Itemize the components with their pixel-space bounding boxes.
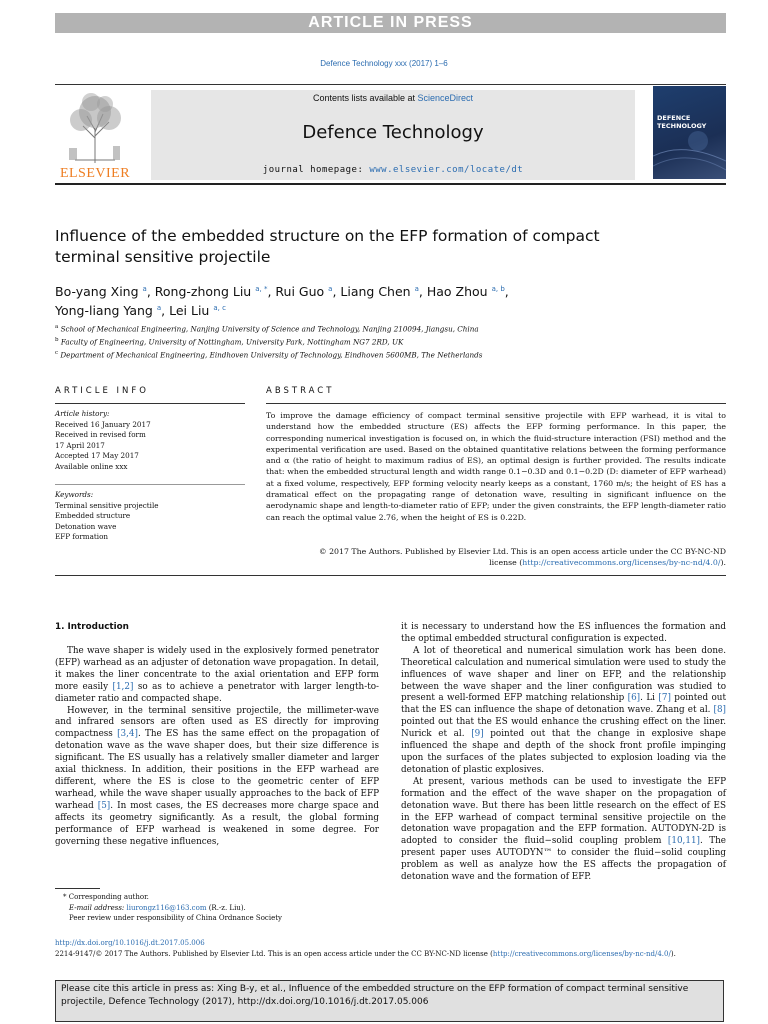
author-affil-mark[interactable]: a, b (491, 285, 505, 293)
author-affil-mark[interactable]: a, * (255, 285, 268, 293)
article-history (55, 409, 245, 472)
corresponding-author-note: * Corresponding author. (63, 893, 149, 901)
reference-link[interactable]: [10,11] (667, 836, 700, 847)
cover-title-line2: TECHNOLOGY (657, 122, 707, 130)
keywords-block (55, 490, 245, 543)
license-link[interactable]: http://creativecommons.org/licenses/by-nc-nd/4.0/ (522, 558, 721, 568)
affiliations (55, 322, 715, 361)
abstract-text: To improve the damage efficiency of compact terminal sensitive projectile with EFP warhead, it is vital to understand how the embedded structure (ES) affects the EFP forming performance. In this paper, the corresponding numerical investigation is focused on, in which the fluid-structure interaction (FSI) method and the experimental verification are used. Based on the obtained quantitative relations between the forming performance and α (the ratio of height to maximum radius of ES), an optimal design is further provided. The results indicate that: when the embedded structural length and width range 0.1−0.3D and 0.1−0.2D (D: diameter of EFP warhead) at a fixed volume, respectively, EFP forming velocity nearly keeps as a constant, 1760 m/s; the height of ES has a dramatical effect on the propagating range of detonation wave, resulting in significant influence on the aerodynamic shape and length-to-diameter ratio of EFP; under the given constraints, the EFP length-diameter ratio can reach the optimal value 2.76, when the height of ES is 0.22D. (266, 411, 726, 522)
left-column-text (55, 646, 379, 848)
reference-link[interactable]: [6] (627, 693, 641, 704)
journal-cover-image (653, 86, 726, 179)
sciencedirect-link[interactable]: ScienceDirect (417, 93, 474, 103)
journal-citation-link[interactable]: Defence Technology xxx (2017) 1–6 (320, 59, 448, 68)
author-name[interactable]: Yong-liang Yang (55, 303, 153, 319)
abstract-copyright (266, 546, 726, 569)
author-affil-mark[interactable]: a (156, 304, 162, 313)
cite-line2: projectile, Defence Technology (2017), http://dx.doi.org/10.1016/j.dt.2017.05.006 (61, 997, 429, 1007)
paragraph: it is necessary to understand how the ES influences the formation and the optimal embedded structural configuration is expected. (401, 622, 726, 644)
author-affil-mark[interactable]: a (414, 285, 419, 293)
footnotes (55, 892, 385, 924)
doi-link[interactable]: http://dx.doi.org/10.1016/j.dt.2017.05.006 (55, 939, 205, 947)
homepage-link[interactable]: www.elsevier.com/locate/dt (369, 165, 524, 175)
author-name[interactable]: Lei Liu (169, 303, 210, 319)
author-name[interactable]: Bo-yang Xing (55, 284, 139, 300)
journal-homepage-line (151, 165, 635, 175)
doi-block (55, 938, 735, 959)
author-affil-mark[interactable]: a, c (213, 304, 226, 313)
homepage-prefix: journal homepage: (262, 165, 370, 175)
cite-line1: Please cite this article in press as: Xing B-y, et al., Influence of the embedded structure on the EFP formation of compact terminal sensitive (61, 984, 689, 994)
affiliation-item: $^b$ Faculty of Engineering, University of Nottingham, University Park, Nottingham NG7 2RD, UK (55, 336, 404, 347)
affiliation-item: $^a$ School of Mechanical Engineering, Nanjing University of Science and Technology, Nanjing 210094, Jiangsu, China (55, 324, 479, 334)
section-heading-introduction: 1. Introduction (55, 622, 129, 632)
author-name[interactable]: Hao Zhou (426, 284, 488, 300)
keyword-item: Detonation wave (55, 521, 117, 531)
cover-title-line1: DEFENCE (657, 114, 691, 122)
paragraph: A lot of theoretical and numerical simulation work has been done. Theoretical calculation and numerical simulation were used to study the influences of wave shaper and liner on EFP, and the relationship between the wave shaper and the liner configuration was studied to present a well-formed EFP matching relationship [6]. Li [7] pointed out that the ES can influence the shape of detonation wave. Zhang et al. [8] pointed out that the ES would enhance the crushing effect on the liner. Nurick et al. [9] pointed out that the change in explosive shape influenced the shape and depth of the shock front profile impinging upon the surfaces of the plates subjected to explosion loading via the detonation of plastic explosives. (401, 645, 726, 775)
peer-review-note: Peer review under responsibility of China Ordnance Society (69, 914, 282, 922)
title-line-2: terminal sensitive projectile (55, 248, 271, 266)
contents-line (151, 93, 635, 103)
journal-name: Defence Technology (302, 122, 484, 143)
reference-link[interactable]: [5] (97, 800, 111, 811)
author-name[interactable]: Rui Guo (275, 284, 325, 300)
reference-link[interactable]: [1,2] (112, 681, 134, 692)
header-bottom-rule (55, 183, 726, 185)
keyword-item: Embedded structure (55, 511, 131, 520)
reference-link[interactable]: [8] (713, 705, 726, 716)
publisher-logo-text: ELSEVIER (59, 166, 131, 181)
article-title (55, 226, 695, 268)
reference-link[interactable]: [9] (471, 729, 484, 740)
keyword-item: EFP formation (55, 532, 109, 541)
reference-link[interactable]: [3,4] (117, 729, 138, 740)
contents-prefix: Contents lists available at (312, 93, 418, 103)
header-top-rule (55, 84, 726, 85)
author-name[interactable]: Rong-zhong Liu (154, 284, 252, 300)
article-info-rule (55, 403, 245, 404)
copyright-line1: © 2017 The Authors. Published by Elsevier Ltd. This is an open access article under the CC BY-NC-ND (318, 547, 726, 556)
article-info-heading: ARTICLE INFO (55, 386, 149, 396)
paragraph: At present, various methods can be used to investigate the EFP formation and the effect of the wave shaper on the propagation of detonation wave. But there has been little research on the effect of ES in the EFP warhead of compact terminal sensitive projectile on the detonation wave propagation and the EFP formation. AUTODYN-2D is adopted to consider the fluid−solid coupling problem [10,11]. The present paper uses AUTODYN™ to consider the fluid−solid coupling problem as well as analyze how the ES affects the propagation of detonation wave and the formation of EFP. (401, 776, 726, 883)
title-line-1: Influence of the embedded structure on the EFP formation of compact (55, 227, 600, 245)
abstract-heading: ABSTRACT (266, 386, 335, 396)
license-link-footer[interactable]: http://creativecommons.org/licenses/by-nc-nd/4.0/ (492, 949, 671, 958)
footnote-rule (55, 888, 100, 889)
info-divider (55, 484, 245, 485)
license-line: 2214-9147/© 2017 The Authors. Published by Elsevier Ltd. This is an open access article under the CC BY-NC-ND license (http://creativecommons.org/licenses/by-nc-nd/4.0/). (55, 949, 676, 958)
author-list: Bo-yang Xing $^a$, Rong-zhong Liu $^{a, *}$, Rui Guo $^a$, Liang Chen $^a$, Hao Zhou $^{a, b}$, Yong-liang Yang $^a$, Lei Liu $^{a, c}$ (55, 284, 509, 319)
history-item: Received 16 January 2017 (55, 419, 151, 429)
keyword-item: Terminal sensitive projectile (55, 500, 159, 510)
abstract-bottom-rule (55, 575, 726, 576)
history-item: 17 April 2017 (55, 440, 105, 450)
keywords-label: Keywords: (55, 490, 94, 499)
history-label: Article history: (55, 409, 110, 418)
history-item: Accepted 17 May 2017 (55, 451, 139, 460)
cover-title (657, 114, 723, 130)
history-item: Available online xxx (55, 461, 128, 471)
cite-this-article-box (55, 980, 724, 1022)
reference-link[interactable]: [7] (658, 693, 671, 704)
email-note: E-mail address: liurongz116@163.com (R.-z. Liu). (69, 903, 246, 912)
article-in-press-banner: ARTICLE IN PRESS (55, 13, 726, 33)
author-name[interactable]: Liang Chen (340, 284, 411, 300)
affiliation-item: $^c$ Department of Mechanical Engineering, Eindhoven University of Technology, Eindhoven 5600MB, The Netherlands (55, 349, 483, 360)
paragraph: However, in the terminal sensitive projectile, the millimeter-wave and infrared sensors are often used as ES directly for improving compactness [3,4]. The ES has the same effect on the propagation of detonation wave as the wave shaper does, but their size difference is significant. The ES usually has a relatively smaller diameter and larger axial thickness. In addition, their positions in the EFP warhead are different, where the ES is close to the geometric center of EFP warhead, while the wave shaper usually approaches to the back of EFP warhead [5]. In most cases, the ES decreases more charge space and affects its geometry significantly. As a result, the global forming performance of EFP warhead is weakened in some degree. For governing these negative influences, (55, 705, 379, 847)
copyright-line2: license (http://creativecommons.org/licenses/by-nc-nd/4.0/). (489, 558, 726, 568)
email-link[interactable]: liurongz116@163.com (126, 903, 207, 912)
author-affil-mark[interactable]: a (142, 285, 147, 293)
right-column-text (401, 622, 726, 884)
abstract-rule (266, 403, 726, 404)
history-item: Received in revised form (55, 430, 146, 439)
paragraph: The wave shaper is widely used in the explosively formed penetrator (EFP) warhead as an adjuster of detonation wave propagation. In detail, it makes the liner concentrate to the axial orientation and EFP form more easily [1,2] so as to achieve a penetrator with larger length-to-diameter ratio and compacted shape. (55, 646, 379, 704)
author-affil-mark[interactable]: a (328, 285, 333, 293)
